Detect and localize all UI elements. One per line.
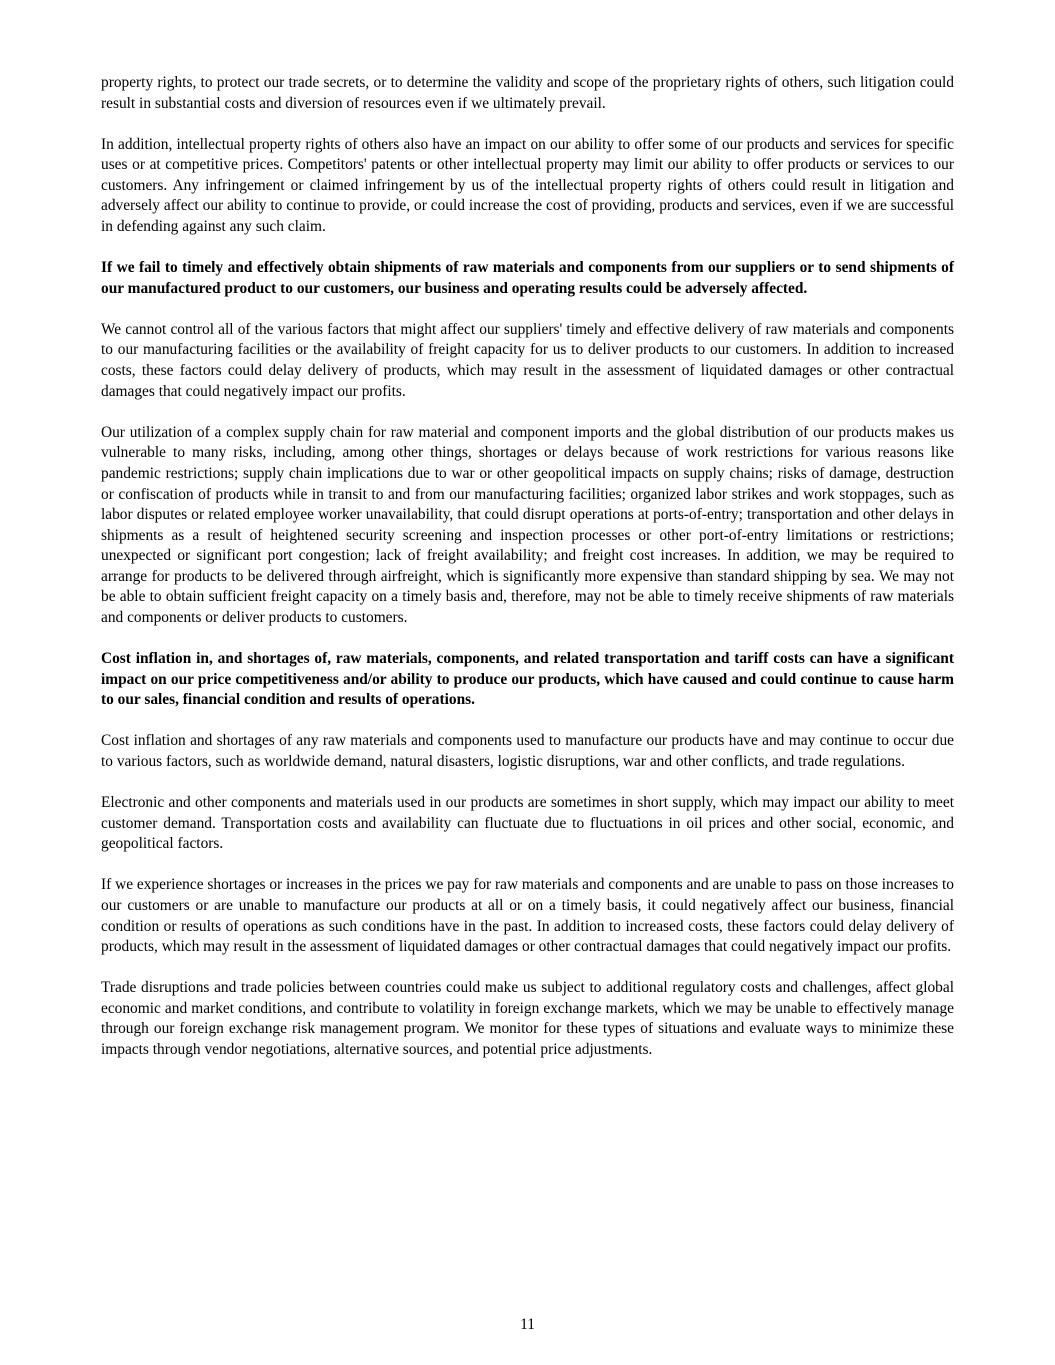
paragraph-ip-rights-of-others: In addition, intellectual property rights of others also have an impact on our ability to offer some of our products and services for specific uses or at competitive prices. Competitors' patents or other intellectual property may limit our ability to offer products or services to our customers. Any infringement or claimed infringement by us of the intellectual property rights of others could result in litigation and adversely affect our ability to continue to provide, or could increase the cost of providing, products and services, even if we are successful in defending against any such claim. [101,135,954,236]
risk-heading-shipments: If we fail to timely and effectively obtain shipments of raw materials and components from our suppliers or to send shipments of our manufactured product to our customers, our business and operating results could be adversely affected. [101,259,954,297]
risk-heading-cost-inflation: Cost inflation in, and shortages of, raw materials, components, and related transportation and tariff costs can have a significant impact on our price competitiveness and/or ability to produce our products, which have caused and could continue to cause harm to our sales, financial condition and results of operations. [101,650,954,709]
paragraph-cost-inflation-factors: Cost inflation and shortages of any raw materials and components used to manufacture our products have and may continue to occur due to various factors, such as worldwide demand, natural disasters, logistic disruptions, war and other conflicts, and trade regulations. [101,732,954,771]
paragraph-ip-litigation-continued: property rights, to protect our trade secrets, or to determine the validity and scope of the proprietary rights of others, such litigation could result in substantial costs and diversion of resources even if we ultimately prevail. [101,74,954,112]
paragraph-trade-disruptions: Trade disruptions and trade policies between countries could make us subject to additional regulatory costs and challenges, affect global economic and market conditions, and contribute to volatility in foreign exchange markets, which we may be unable to effectively manage through our foreign exchange risk management program. We monitor for these types of situations and evaluate ways to minimize these impacts through vendor negotiations, alternative sources, and potential price adjustments. [101,979,954,1059]
paragraph-supply-chain-risks: Our utilization of a complex supply chain for raw material and component imports and the global distribution of our products makes us vulnerable to many risks, including, among other things, shortages or delays because of work restrictions for various reasons like pandemic restrictions; supply chain implications due to war or other geopolitical impacts on supply chains; risks of damage, destruction or confiscation of products while in transit to and from our manufacturing facilities; organized labor strikes and work stoppages, such as labor disputes or related employee worker unavailability, that could disrupt operations at ports-of-entry; transportation and other delays in shipments as a result of heightened security screening and inspection processes or other port-of-entry limitations or restrictions; unexpected or significant port congestion; lack of freight availability; and freight cost increases. In addition, we may be required to arrange for products to be delivered through airfreight, which is significantly more expensive than standard shipping by sea. We may not be able to obtain sufficient freight capacity on a timely basis and, therefore, may not be able to timely receive shipments of raw materials and components or deliver products to customers. [101,423,954,627]
document-body [101,73,954,1081]
paragraph-supplier-delivery: We cannot control all of the various factors that might affect our suppliers' timely and effective delivery of raw materials and components to our manufacturing facilities or the availability of freight capacity for us to deliver products to our customers. In addition to increased costs, these factors could delay delivery of products, which may result in the assessment of liquidated damages or other contractual damages that could negatively impact our profits. [101,320,954,400]
paragraph-component-shortages: Electronic and other components and materials used in our products are sometimes in short supply, which may impact our ability to meet customer demand. Transportation costs and availability can fluctuate due to fluctuations in oil prices and other social, economic, and geopolitical factors. [101,794,954,853]
paragraph-price-increases: If we experience shortages or increases in the prices we pay for raw materials and components and are unable to pass on those increases to our customers or are unable to manufacture our products at all or on a timely basis, it could negatively affect our business, financial condition or results of operations as such conditions have in the past. In addition to increased costs, these factors could delay delivery of products, which may result in the assessment of liquidated damages or other contractual damages that could negatively impact our profits. [101,876,955,956]
page-number: 11 [520,1316,535,1333]
